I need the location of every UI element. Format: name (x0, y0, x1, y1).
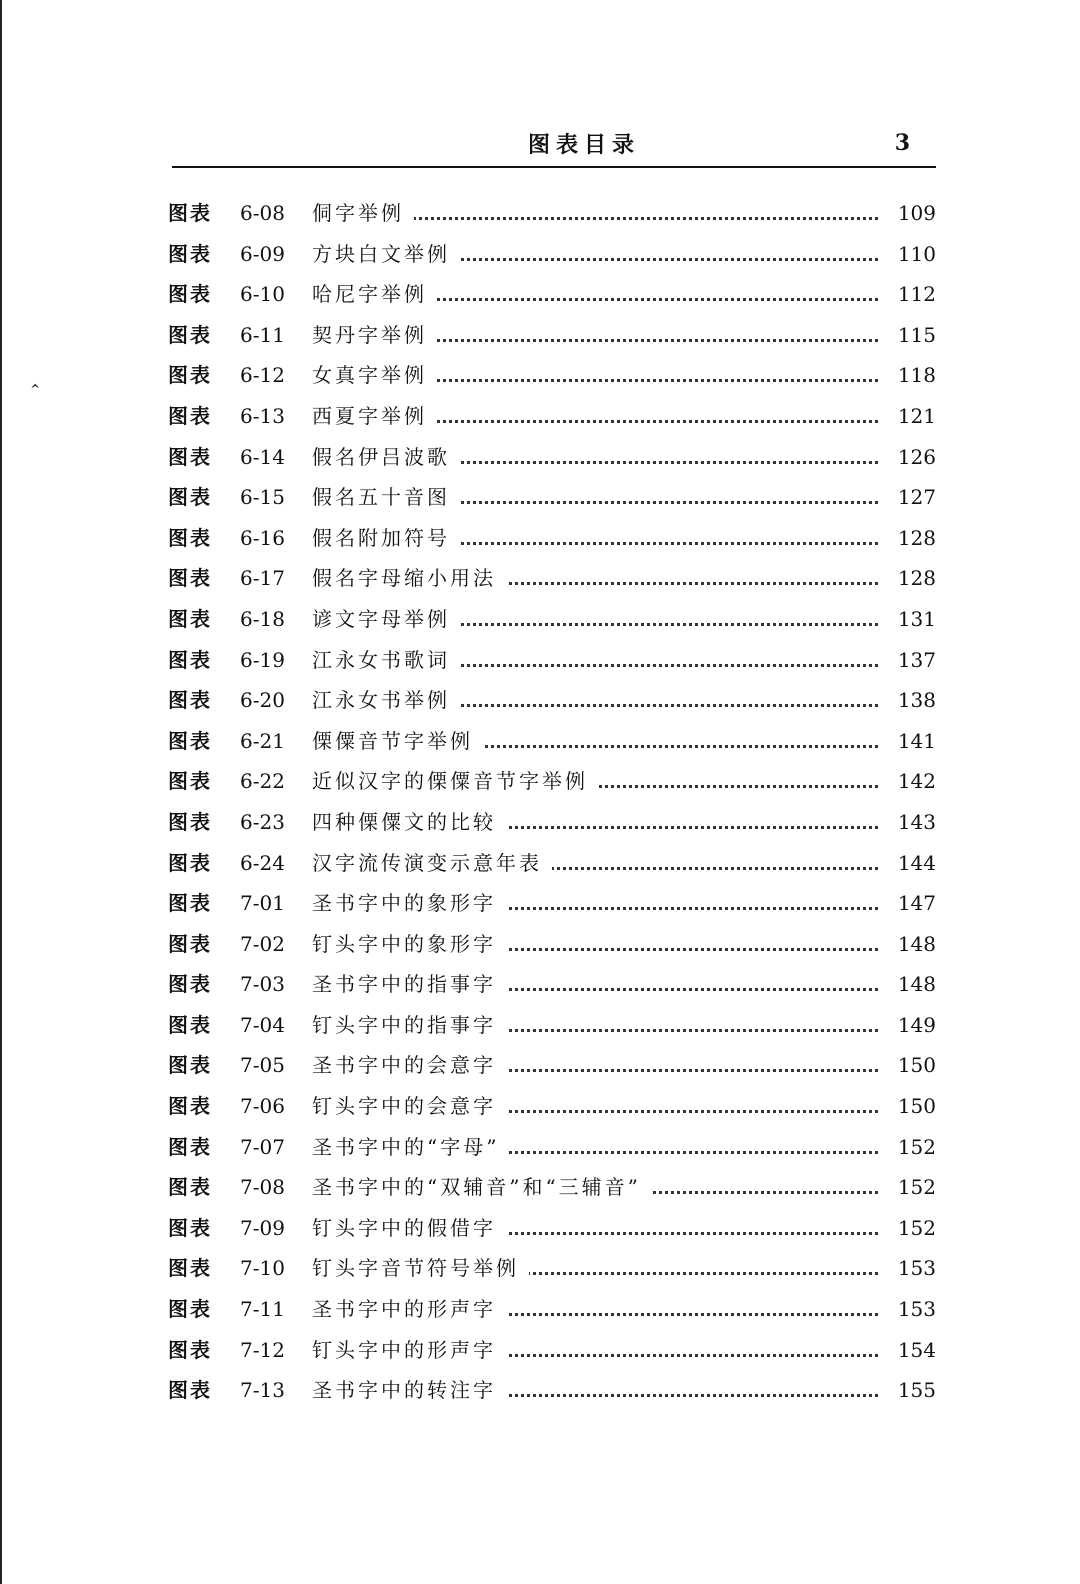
toc-entry (168, 1211, 936, 1252)
toc-entry-number: 7-10 (240, 1256, 285, 1281)
toc-entry-title: 钉头字中的象形字 (312, 927, 506, 961)
toc-entry-title: 钉头字中的形声字 (312, 1333, 506, 1367)
toc-entry (168, 1130, 936, 1171)
toc-entry (168, 967, 936, 1008)
toc-entry-title: 钉头字中的会意字 (312, 1089, 506, 1123)
toc-entry-number: 7-05 (240, 1053, 285, 1078)
toc-entry-number: 7-13 (240, 1378, 285, 1403)
toc-entry-label: 图表 (168, 201, 212, 225)
toc-entry-page: 131 (886, 602, 936, 636)
toc-entry-label: 图表 (168, 931, 212, 956)
toc-entry (168, 521, 936, 562)
toc-entry-label: 图表 (168, 1215, 212, 1240)
toc-entry-label: 图表 (168, 241, 212, 266)
toc-entry (168, 440, 936, 481)
toc-entry-number: 6-17 (240, 566, 285, 591)
toc-entry-page: 115 (886, 318, 936, 352)
toc-entry-page: 128 (886, 561, 936, 595)
toc-entry-page: 153 (886, 1292, 936, 1326)
toc-entry-label: 图表 (168, 525, 212, 550)
toc-entry-page: 144 (886, 846, 936, 880)
toc-entry (168, 480, 936, 521)
toc-entry-title: 圣书字中的“双辅音”和“三辅音” (312, 1170, 651, 1204)
toc-entry-label: 图表 (168, 282, 212, 307)
toc-entry-label: 图表 (168, 444, 212, 469)
toc-entry-page: 128 (886, 521, 936, 555)
toc-entry-title: 圣书字中的形声字 (312, 1292, 506, 1326)
toc-entry-number: 6-21 (240, 728, 285, 753)
toc-entry (168, 1292, 936, 1333)
toc-entry (168, 1008, 936, 1049)
toc-entry-number: 6-08 (240, 201, 285, 225)
toc-entry-label: 图表 (168, 647, 212, 672)
toc-entry-title: 方块白文举例 (312, 237, 460, 271)
toc-entry-page: 142 (886, 764, 936, 798)
toc-entry-page: 143 (886, 805, 936, 839)
toc-entry-label: 图表 (168, 363, 212, 388)
toc-entry-title: 钉头字中的假借字 (312, 1211, 506, 1245)
toc-entry-number: 6-23 (240, 809, 285, 834)
toc-entry-number: 7-04 (240, 1012, 285, 1037)
toc-entry-page: 152 (886, 1170, 936, 1204)
toc-entry-title: 假名附加符号 (312, 521, 460, 555)
toc-entry (168, 764, 936, 805)
toc-entry-title: 假名字母缩小用法 (312, 561, 506, 595)
toc-entry-label: 图表 (168, 1175, 212, 1200)
toc-entry-title: 圣书字中的会意字 (312, 1048, 506, 1082)
toc-entry (168, 358, 936, 399)
toc-entry-number: 6-22 (240, 769, 285, 794)
toc-entry-number: 7-06 (240, 1094, 285, 1119)
toc-entry-label: 图表 (168, 566, 212, 591)
toc-entry-label: 图表 (168, 728, 212, 753)
toc-entry (168, 1333, 936, 1374)
toc-entry-title: 假名伊吕波歌 (312, 440, 460, 474)
toc-entry (168, 277, 936, 318)
toc-entry-title: 假名五十音图 (312, 480, 460, 514)
toc-entry-number: 6-16 (240, 525, 285, 550)
toc-entry-page: 150 (886, 1089, 936, 1123)
toc-entry-page: 138 (886, 683, 936, 717)
toc-entry-number: 7-01 (240, 891, 285, 916)
toc-entry-page: 121 (886, 399, 936, 433)
toc-entry-page: 153 (886, 1251, 936, 1285)
toc-entry (168, 1170, 936, 1211)
toc-entry-title: 女真字举例 (312, 358, 437, 392)
toc-entry-number: 7-07 (240, 1134, 285, 1159)
toc-entry-number: 6-14 (240, 444, 285, 469)
toc-entry-label: 图表 (168, 1378, 212, 1403)
toc-entry (168, 602, 936, 643)
toc-entry-number: 6-18 (240, 606, 285, 631)
toc-entry-title: 哈尼字举例 (312, 277, 437, 311)
toc-entry-page: 148 (886, 927, 936, 961)
toc-entry (168, 1373, 936, 1414)
toc-entry (168, 561, 936, 602)
toc-entry-page: 148 (886, 967, 936, 1001)
toc-entry (168, 886, 936, 927)
toc-entry-page: 149 (886, 1008, 936, 1042)
toc-entry-number: 6-20 (240, 688, 285, 713)
toc-entry-number: 6-10 (240, 282, 285, 307)
toc-entry-page: 152 (886, 1130, 936, 1164)
toc-list (168, 196, 936, 1414)
toc-entry-page: 109 (886, 196, 936, 230)
toc-entry-number: 7-03 (240, 972, 285, 997)
toc-entry-page: 112 (886, 277, 936, 311)
toc-entry (168, 846, 936, 887)
toc-entry-label: 图表 (168, 809, 212, 834)
toc-entry (168, 1251, 936, 1292)
toc-entry (168, 927, 936, 968)
toc-entry-page: 150 (886, 1048, 936, 1082)
toc-entry-number: 6-24 (240, 850, 285, 875)
toc-entry-label: 图表 (168, 1256, 212, 1281)
toc-entry-number: 6-09 (240, 241, 285, 266)
header-rule (172, 166, 936, 168)
toc-entry-page: 118 (886, 358, 936, 392)
toc-entry-number: 7-08 (240, 1175, 285, 1200)
toc-entry-title: 圣书字中的指事字 (312, 967, 506, 1001)
toc-entry-title: 侗字举例 (312, 196, 414, 230)
toc-entry-label: 图表 (168, 606, 212, 631)
toc-entry-title: 四种傈僳文的比较 (312, 805, 506, 839)
toc-entry-label: 图表 (168, 1012, 212, 1037)
toc-entry (168, 196, 936, 237)
toc-entry-number: 6-11 (240, 322, 285, 347)
toc-entry-title: 江永女书举例 (312, 683, 460, 717)
toc-entry (168, 237, 936, 278)
running-head (172, 122, 936, 168)
toc-entry-number: 7-09 (240, 1215, 285, 1240)
toc-entry (168, 399, 936, 440)
toc-entry-label: 图表 (168, 1297, 212, 1322)
toc-entry-title: 圣书字中的转注字 (312, 1373, 506, 1407)
toc-entry-number: 7-02 (240, 931, 285, 956)
toc-entry-page: 152 (886, 1211, 936, 1245)
toc-entry-title: 钉头字音节符号举例 (312, 1251, 529, 1285)
toc-entry-page: 137 (886, 643, 936, 677)
toc-entry-page: 110 (886, 237, 936, 271)
toc-entry-label: 图表 (168, 485, 212, 510)
toc-entry-label: 图表 (168, 891, 212, 916)
toc-entry-label: 图表 (168, 1053, 212, 1078)
toc-entry (168, 1048, 936, 1089)
toc-entry (168, 318, 936, 359)
toc-entry-label: 图表 (168, 403, 212, 428)
toc-entry-number: 7-12 (240, 1337, 285, 1362)
toc-entry-label: 图表 (168, 322, 212, 347)
page-edge-line (0, 0, 2, 1584)
toc-entry-title: 圣书字中的象形字 (312, 886, 506, 920)
toc-entry-page: 126 (886, 440, 936, 474)
toc-entry-label: 图表 (168, 850, 212, 875)
toc-entry (168, 643, 936, 684)
toc-entry-page: 155 (886, 1373, 936, 1407)
page-title: 图表目录 (527, 132, 640, 158)
toc-entry-page: 154 (886, 1333, 936, 1367)
toc-entry-page: 127 (886, 480, 936, 514)
toc-entry-title: 谚文字母举例 (312, 602, 460, 636)
toc-entry (168, 724, 936, 765)
toc-entry (168, 683, 936, 724)
toc-entry-number: 6-13 (240, 403, 285, 428)
toc-entry-label: 图表 (168, 1337, 212, 1362)
toc-entry-title: 契丹字举例 (312, 318, 437, 352)
toc-entry-label: 图表 (168, 972, 212, 997)
toc-entry-number: 6-15 (240, 485, 285, 510)
toc-entry-label: 图表 (168, 688, 212, 713)
toc-entry-title: 西夏字举例 (312, 399, 437, 433)
toc-entry-number: 6-19 (240, 647, 285, 672)
toc-entry (168, 805, 936, 846)
toc-entry-number: 6-12 (240, 363, 285, 388)
toc-entry-number: 7-11 (240, 1297, 285, 1322)
margin-mark: ‸ (30, 372, 41, 388)
toc-entry-title: 近似汉字的傈僳音节字举例 (312, 764, 598, 798)
page-number: 3 (894, 130, 910, 156)
toc-entry-title: 江永女书歌词 (312, 643, 460, 677)
toc-entry-label: 图表 (168, 1094, 212, 1119)
toc-entry (168, 1089, 936, 1130)
toc-entry-title: 傈僳音节字举例 (312, 724, 483, 758)
toc-entry-title: 钉头字中的指事字 (312, 1008, 506, 1042)
toc-entry-label: 图表 (168, 769, 212, 794)
toc-entry-label: 图表 (168, 1134, 212, 1159)
toc-entry-page: 147 (886, 886, 936, 920)
toc-entry-title: 圣书字中的“字母” (312, 1130, 509, 1164)
toc-entry-title: 汉字流传演变示意年表 (312, 846, 552, 880)
toc-entry-page: 141 (886, 724, 936, 758)
